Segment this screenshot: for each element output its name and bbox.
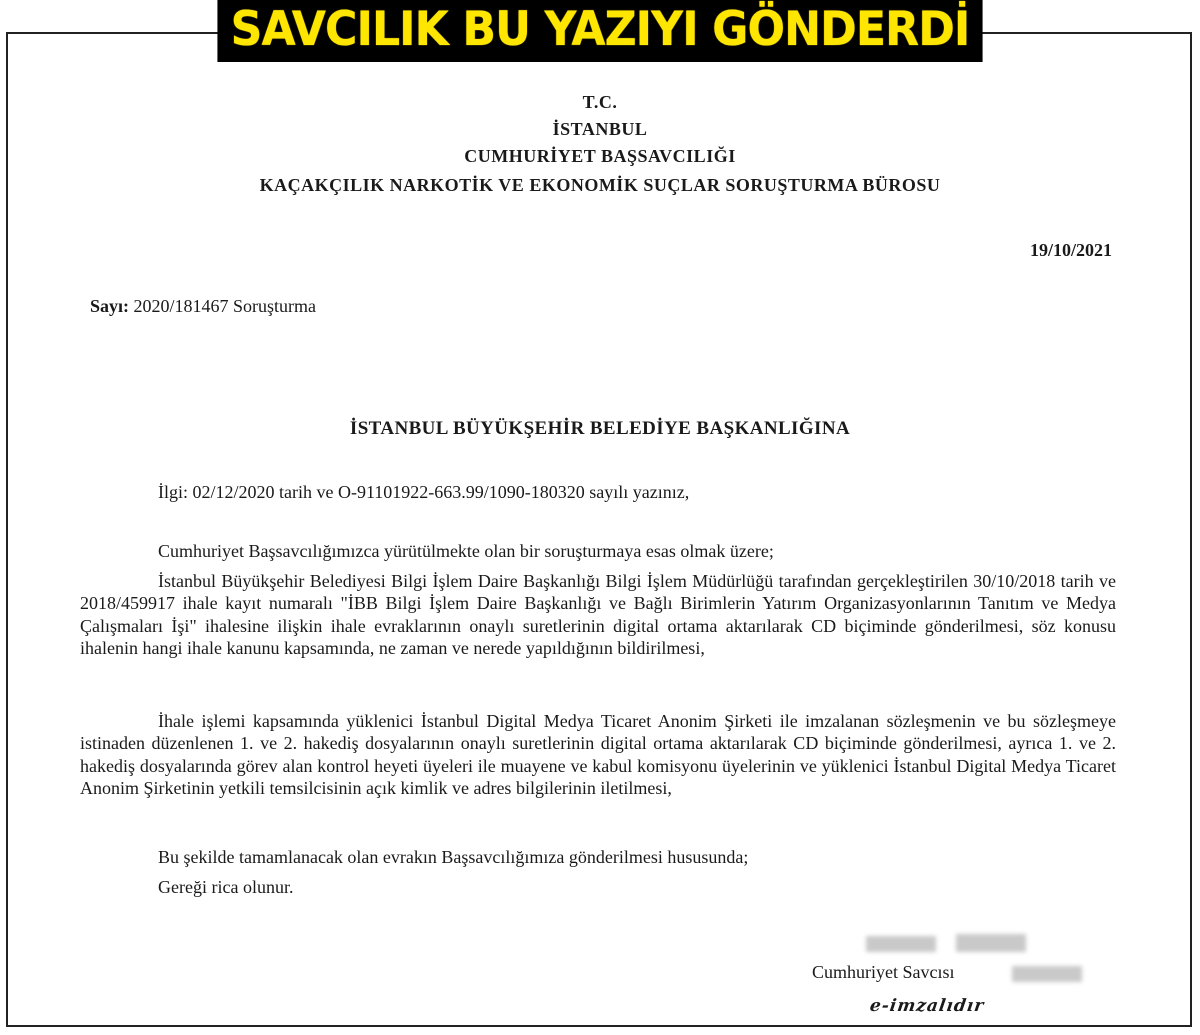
redacted-name-1 [866,936,936,952]
signer-title: Cumhuriyet Savcısı [812,962,955,982]
e-signature-note: e-imzalıdır [868,996,986,1016]
redacted-name-3 [1012,966,1082,982]
body-paragraph-1: Cumhuriyet Başsavcılığımızca yürütülmekte olan bir soruşturmaya esas olmak üzere; [158,541,774,561]
document-date: 19/10/2021 [1029,240,1112,260]
body-paragraph-5: Gereği rica olunur. [158,877,294,897]
headline-banner [0,0,1200,64]
headline-title: SAVCILIK BU YAZIYI GÖNDERDİ [217,0,982,62]
redacted-name-2 [956,934,1026,952]
body-paragraph-2: İstanbul Büyükşehir Belediyesi Bilgi İşlem Daire Başkanlığı Bilgi İşlem Müdürlüğü tarafından gerçekleştirilen 30/10/2018 tarih ve 2018/459917 ihale kayıt numaralı "İBB Bilgi İşlem Daire Başkanlığı ve Bağlı Birimlerin Yatırım Organizasyonlarının Tanıtım ve Medya Çalışmaları İşi" ihalesine ilişkin ihale evraklarının onaylı suretlerinin digital ortama aktarılarak CD biçiminde gönderilmesi, söz konusu ihalenin hangi ihale kanunu kapsamında, ne zaman ve nerede yapıldığının bildirilmesi, [80,571,1116,659]
reference-value: 2020/181467 Soruşturma [133,296,317,316]
reference-number [90,296,316,317]
letterhead-office: CUMHURİYET BAŞSAVCILIĞI [464,146,736,166]
letterhead-city: İSTANBUL [552,119,648,139]
body-paragraph-4: Bu şekilde tamamlanacak olan evrakın Başsavcılığımıza gönderilmesi hususunda; [158,847,749,867]
letterhead-tc: T.C. [582,92,618,112]
reference-label: Sayı: [90,296,130,316]
ilgi-line: İlgi: 02/12/2020 tarih ve O-91101922-663.99/1090-180320 sayılı yazınız, [158,482,690,502]
letterhead-bureau: KAÇAKÇILIK NARKOTİK VE EKONOMİK SUÇLAR SORUŞTURMA BÜROSU [259,175,941,195]
body-paragraph-3: İhale işlemi kapsamında yüklenici İstanbul Digital Medya Ticaret Anonim Şirketi ile imzalanan sözleşmenin ve bu sözleşmeye istinaden düzenlenen 1. ve 2. hakediş dosyalarının onaylı suretlerinin digital ortama aktarılarak CD biçiminde gönderilmesi, ayrıca 1. ve 2. hakediş dosyalarında görev alan kontrol heyeti üyeleri ile muayene ve kabul komisyonu üyelerinin ve yüklenici İstanbul Digital Medya Ticaret Anonim Şirketinin yetkili temsilcisinin açık kimlik ve adres bilgilerinin iletilmesi, [80,711,1116,799]
recipient-heading: İSTANBUL BÜYÜKŞEHİR BELEDİYE BAŞKANLIĞINA [349,418,851,439]
